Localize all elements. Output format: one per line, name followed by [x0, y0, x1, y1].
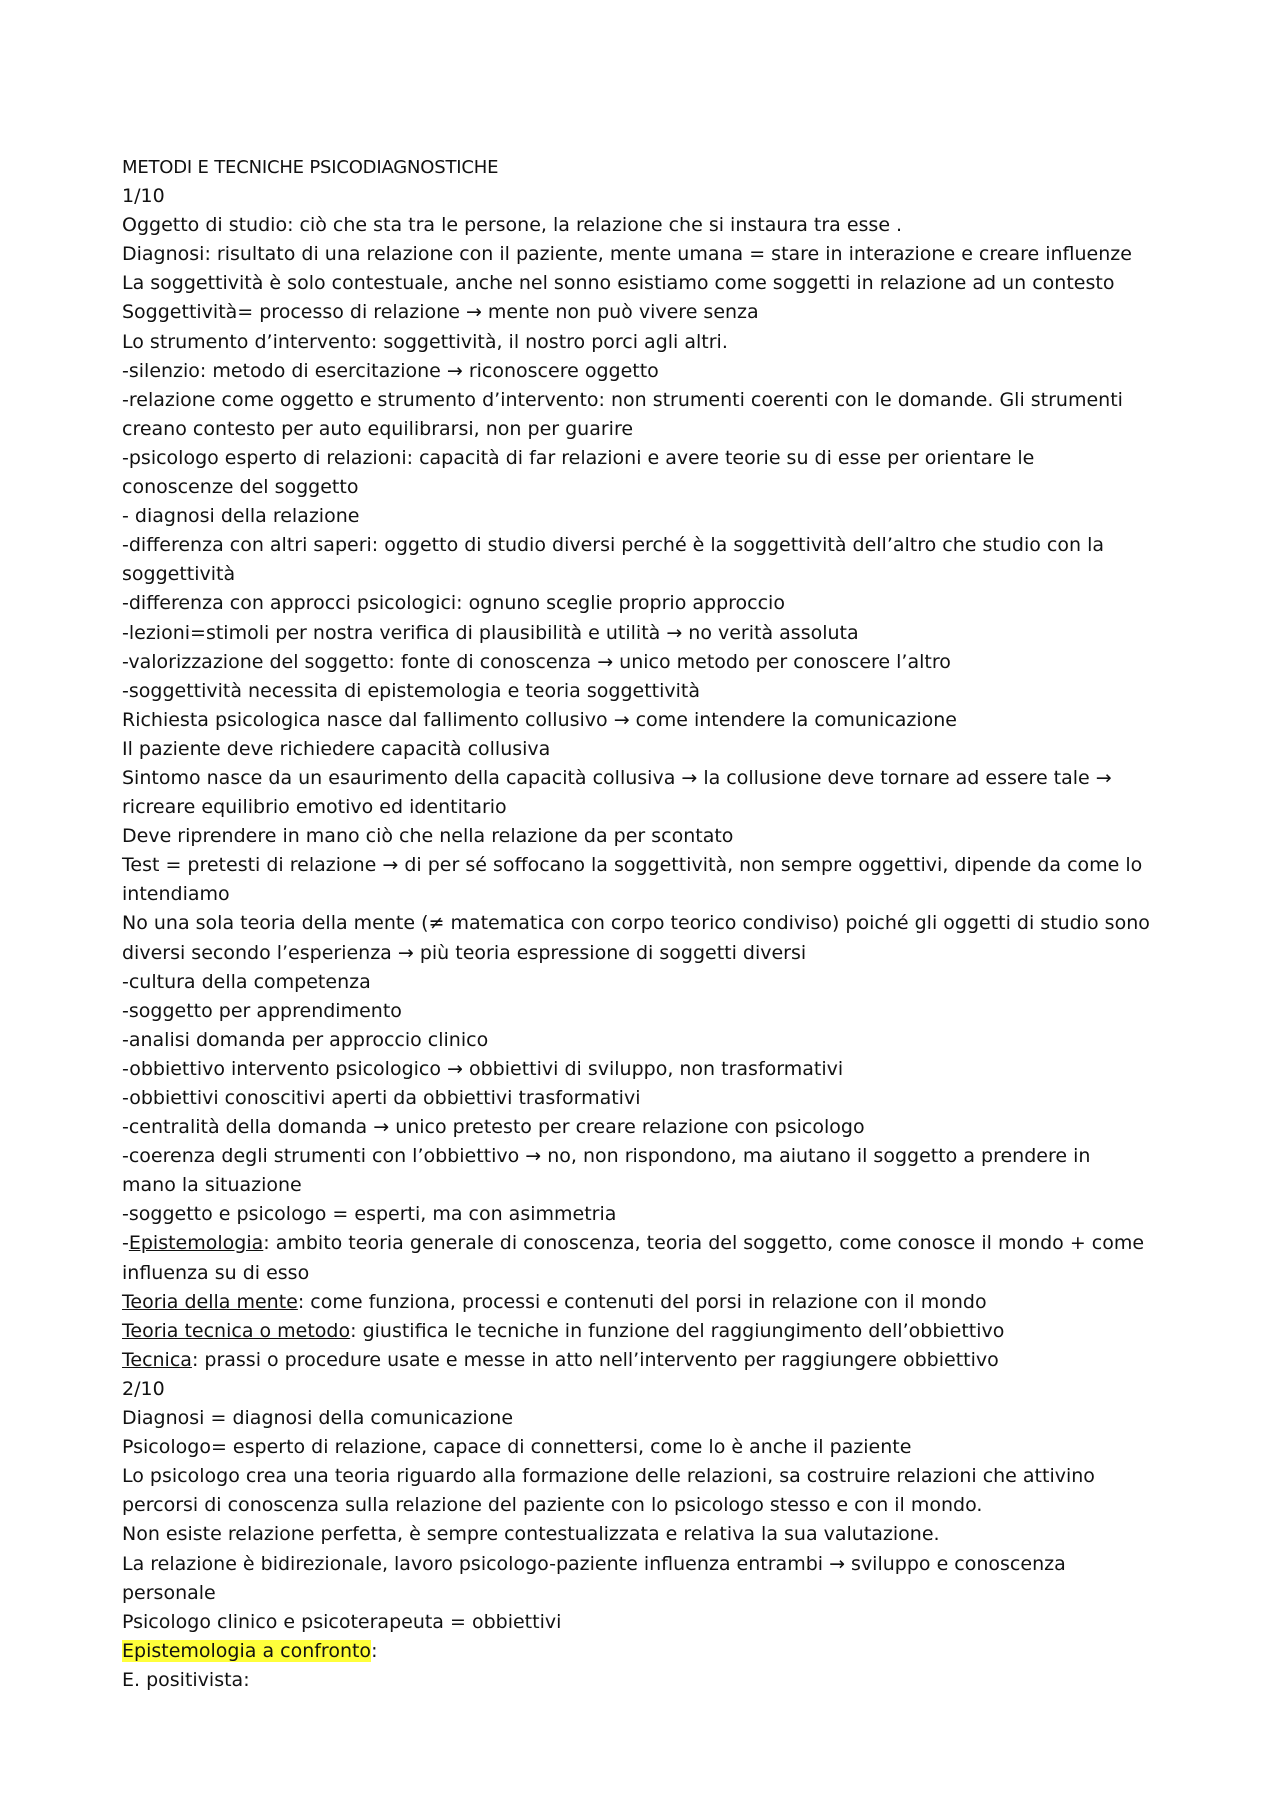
text-line: -differenza con approcci psicologici: ognuno sceglie proprio approccio — [122, 592, 785, 615]
text-line: -cultura della competenza — [122, 970, 371, 993]
text-line: -silenzio: metodo di esercitazione → riconoscere oggetto — [122, 359, 659, 382]
dash: - — [122, 1232, 129, 1255]
text-line: -analisi domanda per approccio clinico — [122, 1028, 489, 1051]
text-line: -relazione come oggetto e strumento d’intervento: non strumenti coerenti con le domande. Gli strumenti — [122, 388, 1123, 411]
highlighted-heading: Epistemologia a confronto — [122, 1639, 372, 1662]
term-definition: : come funziona, processi e contenuti del porsi in relazione con il mondo — [297, 1290, 987, 1313]
term-epistemologia: Epistemologia — [128, 1232, 264, 1255]
text-line: -soggetto per apprendimento — [122, 999, 402, 1022]
text-line: Deve riprendere in mano ciò che nella relazione da per scontato — [122, 825, 734, 848]
text-line: -coerenza degli strumenti con l’obbiettivo → no, non rispondono, ma aiutano il soggetto a prendere in — [122, 1145, 1091, 1168]
text-line: Psicologo clinico e psicoterapeuta = obbiettivi — [122, 1610, 562, 1633]
text-line: Il paziente deve richiedere capacità collusiva — [122, 737, 551, 760]
text-line: soggettività — [122, 563, 236, 586]
text-line: Richiesta psicologica nasce dal fallimento collusivo → come intendere la comunicazione — [122, 708, 957, 731]
term-teoria-tecnica: Teoria tecnica o metodo — [122, 1319, 351, 1342]
notes-block-1 — [122, 182, 1172, 1229]
text-line: -differenza con altri saperi: oggetto di studio diversi perché è la soggettività dell’altro che studio con la — [122, 534, 1104, 557]
text-line: diversi secondo l’esperienza → più teoria espressione di soggetti diversi — [122, 941, 807, 964]
highlight-line — [122, 1637, 1172, 1666]
document-title: METODI E TECNICHE PSICODIAGNOSTICHE — [122, 157, 499, 178]
text-line: 1/10 — [122, 185, 165, 208]
text-line: Non esiste relazione perfetta, è sempre contestualizzata e relativa la sua valutazione. — [122, 1523, 940, 1546]
text-line: -lezioni=stimoli per nostra verifica di plausibilità e utilità → no verità assoluta — [122, 621, 859, 644]
text-line: -soggetto e psicologo = esperti, ma con asimmetria — [122, 1203, 617, 1226]
text-line: Lo strumento d’intervento: soggettività, il nostro porci agli altri. — [122, 330, 728, 353]
term-definition: : ambito teoria generale di conoscenza, teoria del soggetto, come conosce il mondo + come — [263, 1232, 1145, 1255]
text-line: conoscenze del soggetto — [122, 476, 359, 499]
text-line: -valorizzazione del soggetto: fonte di conoscenza → unico metodo per conoscere l’altro — [122, 650, 951, 673]
definition-line — [122, 1317, 1172, 1346]
text-line: 2/10 — [122, 1377, 165, 1400]
document-body — [122, 153, 1172, 1695]
text-line: Sintomo nasce da un esaurimento della capacità collusiva → la collusione deve tornare ad essere tale → — [122, 766, 1112, 789]
text-line: Lo psicologo crea una teoria riguardo alla formazione delle relazioni, sa costruire relazioni che attivino — [122, 1465, 1095, 1488]
text-line: mano la situazione — [122, 1174, 302, 1197]
text-line: Soggettività= processo di relazione → mente non può vivere senza — [122, 301, 759, 324]
text-line: percorsi di conoscenza sulla relazione del paziente con lo psicologo stesso e con il mondo. — [122, 1494, 983, 1517]
text-line: Diagnosi: risultato di una relazione con il paziente, mente umana = stare in interazione e creare influenze — [122, 243, 1132, 266]
text-line: intendiamo — [122, 883, 230, 906]
text-line: No una sola teoria della mente (≠ matematica con corpo teorico condiviso) poiché gli oggetti di studio sono — [122, 912, 1150, 935]
text-line: ricreare equilibrio emotivo ed identitario — [122, 796, 507, 819]
term-definition: : giustifica le tecniche in funzione del raggiungimento dell’obbiettivo — [350, 1319, 1005, 1342]
term-teoria-mente: Teoria della mente — [122, 1290, 298, 1313]
text-line: creano contesto per auto equilibrarsi, non per guarire — [122, 417, 634, 440]
text-line: - diagnosi della relazione — [122, 505, 360, 528]
definition-line — [122, 1346, 1172, 1375]
definition-line — [122, 1288, 1172, 1317]
text-line: personale — [122, 1581, 216, 1604]
text-line: -obbiettivo intervento psicologico → obbiettivi di sviluppo, non trasformativi — [122, 1057, 844, 1080]
text-line: -obbiettivi conoscitivi aperti da obbiettivi trasformativi — [122, 1087, 641, 1109]
text-line: E. positivista: — [122, 1668, 250, 1691]
notes-block-2 — [122, 1375, 1172, 1637]
text-line: -soggettività necessita di epistemologia e teoria soggettività — [122, 679, 700, 702]
text-line: Diagnosi = diagnosi della comunicazione — [122, 1407, 514, 1430]
text-line: Psicologo= esperto di relazione, capace di connettersi, come lo è anche il paziente — [122, 1436, 912, 1459]
text-line: Oggetto di studio: ciò che sta tra le persone, la relazione che si instaura tra esse . — [122, 214, 903, 237]
text-line: Test = pretesti di relazione → di per sé soffocano la soggettività, non sempre oggettivi, dipende da come lo — [122, 854, 1143, 877]
epistemologia-line — [122, 1229, 1172, 1258]
term-definition: : prassi o procedure usate e messe in atto nell’intervento per raggiungere obbiettivo — [191, 1348, 999, 1371]
term-tecnica: Tecnica — [122, 1348, 192, 1371]
colon: : — [371, 1639, 378, 1662]
text-line: La soggettività è solo contestuale, anche nel sonno esistiamo come soggetti in relazione ad un contesto — [122, 272, 1115, 295]
text-line: La relazione è bidirezionale, lavoro psicologo-paziente influenza entrambi → sviluppo e conoscenza — [122, 1552, 1066, 1575]
text-line: -psicologo esperto di relazioni: capacità di far relazioni e avere teorie su di esse per orientare le — [122, 446, 1035, 469]
text-line: influenza su di esso — [122, 1261, 310, 1284]
text-line: -centralità della domanda → unico pretesto per creare relazione con psicologo — [122, 1116, 865, 1139]
